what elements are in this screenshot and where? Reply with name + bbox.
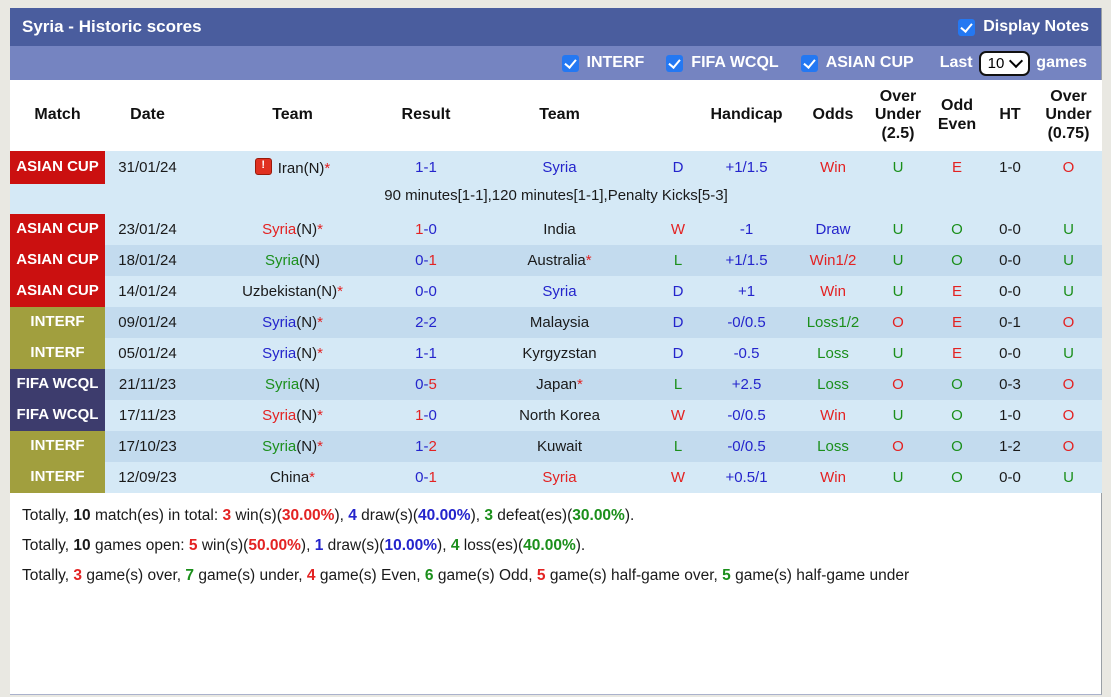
match-date: 23/01/24 [118,221,177,239]
match-score [395,338,457,369]
home-team-name: Uzbekistan [242,283,317,301]
odds-result: Win1/2 [809,252,857,270]
match-date: 31/01/24 [118,159,177,177]
summary-segment: ). [575,537,586,555]
home-team [190,431,395,462]
over-under-2-5: U [892,283,904,301]
interf-checkbox-icon[interactable] [562,55,579,72]
handicap-value: +1/1.5 [725,159,768,177]
home-score: 1 [415,221,424,239]
home-team-neutral-tag: (N) [296,438,318,456]
ht-score: 0-0 [999,221,1021,239]
score-separator: - [423,469,429,487]
last-games-value: 10 [987,54,1005,72]
match-score [395,400,457,431]
away-team-name: Malaysia [529,314,590,332]
handicap-value: -1 [739,221,754,239]
away-team-name: Japan [536,376,578,394]
away-team-name: Syria [542,283,577,301]
summary-segment: game(s) Odd, [433,567,537,585]
home-team [190,400,395,431]
over-under-0-75: O [1062,376,1075,394]
summary-block [10,493,1101,603]
odd-even: O [951,252,963,270]
match-date: 17/10/23 [118,438,177,456]
over-under-2-5: U [892,159,904,177]
away-score: 1 [428,252,437,270]
match-score [395,245,457,276]
away-score: 2 [428,438,437,456]
match-date: 21/11/23 [118,376,177,394]
home-team-name: Syria [262,345,297,363]
match-row [10,307,1102,338]
wdl-indicator: L [673,252,683,270]
table-header-row [10,80,1102,151]
last-games-control [940,51,1087,76]
column-header: Team [190,80,395,151]
home-team-star: * [317,438,323,456]
competition-badge: ASIAN CUP [10,214,105,245]
score-separator: - [423,376,429,394]
chevron-down-icon [1009,54,1023,68]
away-team-name: Kuwait [536,438,583,456]
match-row [10,369,1102,400]
home-team-name: Syria [264,252,300,270]
home-score: 1 [415,407,424,425]
home-score: 0 [415,283,424,301]
ht-score: 0-3 [999,376,1021,394]
away-team [457,369,662,400]
match-date: 17/11/23 [118,407,177,425]
away-team [457,462,662,493]
competition-badge: ASIAN CUP [10,245,105,276]
competition-badge: ASIAN CUP [10,151,105,184]
away-score: 2 [428,314,437,332]
ht-score: 0-0 [999,252,1021,270]
away-score: 0 [428,407,437,425]
page-title: Syria - Historic scores [22,17,202,36]
competition-filters [540,54,914,72]
home-team-star: * [317,221,323,239]
match-date: 18/01/24 [118,252,177,270]
summary-line [22,501,1089,531]
summary-segment: win(s)( [231,507,282,525]
handicap-value: -0/0.5 [727,438,766,456]
display-notes-label: Display Notes [983,18,1089,35]
home-team-name: China [269,469,310,487]
match-note-row [10,184,1102,214]
summary-segment: 7 [185,567,195,585]
summary-segment: draw(s)( [323,537,385,555]
away-score: 1 [428,469,437,487]
home-team-star: * [324,160,331,178]
summary-segment: 40.00% [418,507,471,525]
home-team-star: * [317,314,323,332]
away-team [457,214,662,245]
wdl-indicator: W [670,469,686,487]
odd-even: O [951,221,963,239]
away-team [457,151,662,184]
wdl-indicator: W [670,221,686,239]
summary-segment: 10 [73,537,91,555]
score-separator: - [423,252,429,270]
wdl-indicator: W [670,407,686,425]
odd-even: E [951,314,962,332]
over-under-0-75: O [1062,159,1075,177]
summary-line [22,531,1089,561]
home-score: 2 [415,314,424,332]
competition-badge: INTERF [10,462,105,493]
away-team [457,338,662,369]
match-score [395,214,457,245]
asian-cup-checkbox-icon[interactable] [801,55,818,72]
over-under-0-75: O [1062,407,1075,425]
column-header: Odds [799,80,867,151]
home-team-name: Syria [264,376,300,394]
home-team-neutral-tag: (N) [299,376,320,394]
home-score: 1 [415,159,424,177]
ht-score: 0-0 [999,469,1021,487]
filter-asian-cup[interactable] [801,54,914,72]
home-team [190,462,395,493]
over-under-0-75: O [1062,314,1075,332]
last-games-select[interactable] [979,51,1031,76]
match-score [395,307,457,338]
odds-result: Draw [815,221,851,239]
home-score: 0 [415,469,424,487]
handicap-value: +1/1.5 [725,252,768,270]
odd-even: O [951,438,963,456]
competition-badge: INTERF [10,431,105,462]
summary-segment: 5 [188,537,198,555]
title-bar [10,8,1101,46]
match-score [395,369,457,400]
home-team-neutral-tag: (N) [303,160,325,178]
summary-segment: Totally, [22,507,74,525]
over-under-0-75: U [1063,283,1074,301]
summary-segment: 4 [306,567,316,585]
ht-score: 1-0 [999,407,1021,425]
summary-segment: Totally, [22,537,74,555]
match-row [10,245,1102,276]
column-header: Handicap [694,80,799,151]
summary-segment: 3 [484,507,493,525]
match-score [395,462,457,493]
summary-segment: 40.00% [523,537,576,555]
away-team-name: Australia [527,252,586,270]
away-team-name: India [543,221,576,239]
score-separator: - [423,159,429,177]
away-team [457,276,662,307]
historic-scores-panel [10,8,1102,695]
away-team [457,245,662,276]
summary-segment: 10.00% [384,537,438,555]
match-history-table [10,80,1102,493]
away-score: 1 [428,159,437,177]
summary-segment: ). [624,507,635,525]
summary-segment: games open: [90,537,189,555]
filter-label-asian-cup: ASIAN CUP [825,54,914,71]
over-under-0-75: U [1063,221,1074,239]
odds-result: Loss [817,376,849,394]
match-date: 09/01/24 [118,314,177,332]
summary-segment: game(s) half-game over, [545,567,723,585]
wdl-indicator: D [672,314,684,332]
away-team-name: North Korea [519,407,600,425]
home-team-name: Iran [277,160,304,178]
column-header: Over Under (2.5) [867,80,929,151]
odd-even: O [951,407,963,425]
wdl-indicator: D [672,345,684,363]
home-team-star: * [317,407,323,425]
display-notes-toggle[interactable] [958,18,1089,36]
filter-interf[interactable] [562,54,645,72]
display-notes-checkbox-icon[interactable] [958,19,975,36]
away-team [457,400,662,431]
away-team-star: * [585,252,592,270]
away-team-name: Syria [542,159,577,177]
ht-score: 0-0 [999,345,1021,363]
summary-segment: 30.00% [281,507,335,525]
away-team-name: Kyrgyzstan [522,345,597,363]
home-team-neutral-tag: (N) [299,252,320,270]
match-row [10,400,1102,431]
filter-label-fifa-wcql: FIFA WCQL [691,54,779,71]
over-under-2-5: O [892,314,904,332]
home-team [190,338,395,369]
summary-segment: game(s) half-game under [730,567,910,585]
summary-segment: 4 [348,507,357,525]
summary-segment: 3 [222,507,232,525]
summary-segment: ), [300,537,315,555]
home-score: 0 [415,252,424,270]
competition-badge: INTERF [10,338,105,369]
summary-segment: 30.00% [572,507,625,525]
column-header: Over Under (0.75) [1035,80,1102,151]
home-team-neutral-tag: (N) [296,407,318,425]
home-team [190,245,395,276]
fifa-wcql-checkbox-icon[interactable] [666,55,683,72]
score-separator: - [423,438,429,456]
column-header: Team [457,80,662,151]
away-score: 0 [428,221,437,239]
over-under-0-75: U [1063,469,1074,487]
match-row [10,276,1102,307]
score-separator: - [423,407,429,425]
over-under-2-5: U [892,469,904,487]
home-team-neutral-tag: (N) [296,345,318,363]
column-header: HT [985,80,1035,151]
away-score: 1 [428,345,437,363]
last-label: Last [939,54,973,71]
match-date: 12/09/23 [118,469,177,487]
summary-segment: game(s) Even, [315,567,425,585]
home-team [190,369,395,400]
odd-even: E [951,345,962,363]
wdl-indicator: D [672,283,684,301]
odd-even: O [951,376,963,394]
filter-label-interf: INTERF [586,54,645,71]
summary-line [22,561,1089,591]
odd-even: E [951,159,962,177]
home-team [190,276,395,307]
summary-segment: match(es) in total: [90,507,223,525]
ht-score: 1-0 [999,159,1021,177]
home-score: 1 [415,345,424,363]
summary-segment: game(s) over, [82,567,186,585]
handicap-value: -0/0.5 [727,314,766,332]
away-score: 0 [428,283,437,301]
column-header: Odd Even [929,80,985,151]
home-team-neutral-tag: (N) [316,283,338,301]
match-row [10,338,1102,369]
over-under-2-5: O [892,376,904,394]
score-separator: - [423,283,429,301]
column-header: Result [395,80,457,151]
filter-fifa-wcql[interactable] [666,54,778,72]
over-under-2-5: U [892,345,904,363]
over-under-2-5: U [892,252,904,270]
wdl-indicator: D [672,159,684,177]
column-header: Match [10,80,105,151]
over-under-0-75: U [1063,252,1074,270]
games-label: games [1036,54,1087,71]
match-score [395,151,457,184]
away-score: 5 [428,376,437,394]
home-team-name: Syria [262,438,297,456]
score-separator: - [423,221,429,239]
summary-segment: win(s)( [197,537,249,555]
odd-even: E [951,283,962,301]
match-row [10,151,1102,184]
column-header: Date [105,80,190,151]
odds-result: Win [820,283,846,301]
home-team-star: * [337,283,343,301]
match-date: 05/01/24 [118,345,177,363]
home-score: 0 [415,376,424,394]
home-team-star: * [309,469,316,487]
home-team-neutral-tag: (N) [296,314,318,332]
match-date: 14/01/24 [118,283,177,301]
away-team [457,307,662,338]
home-team-name: Syria [262,314,297,332]
score-separator: - [423,345,429,363]
match-note: 90 minutes[1-1],120 minutes[1-1],Penalty Kicks[5-3] [384,187,728,205]
summary-segment: ), [470,507,485,525]
home-score: 1 [415,438,424,456]
ht-score: 0-1 [999,314,1021,332]
summary-segment: Totally, [22,567,74,585]
match-row [10,214,1102,245]
match-score [395,431,457,462]
competition-badge: INTERF [10,307,105,338]
over-under-0-75: U [1063,345,1074,363]
odds-result: Loss [817,438,849,456]
summary-segment: 1 [314,537,324,555]
away-team-star: * [577,376,583,394]
score-separator: - [423,314,429,332]
summary-segment: 4 [450,537,460,555]
summary-segment: 6 [424,567,434,585]
home-team [190,214,395,245]
summary-segment: loss(es)( [459,537,524,555]
home-team-star: * [317,345,323,363]
summary-segment: 5 [722,567,731,585]
match-score [395,276,457,307]
competition-badge: ASIAN CUP [10,276,105,307]
odds-result: Win [820,159,846,177]
odds-result: Loss [817,345,849,363]
column-header [662,80,694,151]
summary-segment: draw(s)( [356,507,419,525]
over-under-2-5: U [892,221,904,239]
over-under-0-75: O [1062,438,1075,456]
odds-result: Win [820,407,846,425]
ht-score: 0-0 [999,283,1021,301]
odds-result: Loss1/2 [806,314,860,332]
away-team [457,431,662,462]
wdl-indicator: L [673,438,683,456]
match-row [10,431,1102,462]
summary-segment: ), [334,507,349,525]
home-team [190,307,395,338]
match-row [10,462,1102,493]
home-team-name: Syria [262,407,297,425]
summary-segment: defeat(es)( [493,507,573,525]
competition-badge: FIFA WCQL [10,369,105,400]
handicap-value: -0/0.5 [727,407,766,425]
odd-even: O [951,469,963,487]
filter-bar [10,46,1101,80]
home-team-name: Syria [262,221,297,239]
handicap-value: -0.5 [733,345,760,363]
home-team-neutral-tag: (N) [296,221,318,239]
handicap-value: +1 [737,283,756,301]
handicap-value: +0.5/1 [725,469,768,487]
ht-score: 1-2 [999,438,1021,456]
summary-segment: 3 [73,567,83,585]
handicap-value: +2.5 [731,376,762,394]
summary-segment: 10 [73,507,91,525]
over-under-2-5: O [892,438,904,456]
summary-segment: game(s) under, [194,567,307,585]
away-team-name: Syria [542,469,577,487]
home-team [190,151,395,184]
summary-segment: 50.00% [248,537,301,555]
competition-badge: FIFA WCQL [10,400,105,431]
odds-result: Win [820,469,846,487]
over-under-2-5: U [892,407,904,425]
alert-icon [255,158,272,175]
wdl-indicator: L [673,376,683,394]
summary-segment: 5 [536,567,546,585]
summary-segment: ), [437,537,451,555]
